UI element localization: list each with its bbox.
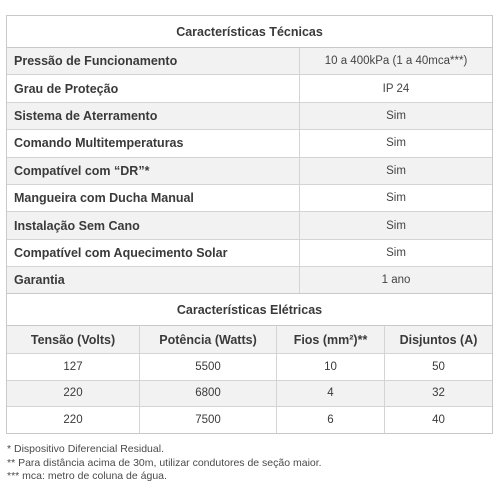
table-row [7,103,492,130]
voltage-cell: 220 [7,407,140,433]
technical-specs-body [7,48,492,294]
spec-value: 1 ano [381,274,411,287]
spec-value: 10 a 400kPa (1 a 40mca***) [324,55,468,68]
table-row [7,48,492,75]
wires-cell: 4 [277,381,385,407]
footnote: *** mca: metro de coluna de água. [7,470,167,482]
breaker-cell: 50 [432,360,445,373]
spec-label: Garantia [7,267,300,293]
table-row [7,130,492,157]
spec-label: Compatível com Aquecimento Solar [7,240,300,266]
footnote: * Dispositivo Diferencial Residual. [7,443,164,455]
voltage-cell: 127 [7,354,140,380]
footnotes [7,443,322,484]
table-row [7,381,492,408]
power-cell: 5500 [140,354,277,380]
column-header-breakers: Disjuntos (A) [399,332,478,347]
spec-label: Instalação Sem Cano [7,212,300,238]
table-row [7,354,492,381]
table-row [7,240,492,267]
spec-label: Grau de Proteção [7,75,300,101]
spec-label: Sistema de Aterramento [7,103,300,129]
breaker-cell: 32 [432,387,445,400]
electrical-specs-table [6,293,493,434]
technical-specs-table [6,15,493,295]
table-row [7,185,492,212]
wires-cell: 10 [277,354,385,380]
spec-label: Mangueira com Ducha Manual [7,185,300,211]
footnote: ** Para distância acima de 30m, utilizar condutores de seção maior. [7,456,322,469]
column-header-wires: Fios (mm²)** [277,326,385,353]
power-cell: 6800 [140,381,277,407]
spec-value: Sim [386,219,406,232]
spec-value: Sim [386,137,406,150]
spec-value: Sim [386,164,406,177]
spec-value: Sim [386,192,406,205]
spec-value: Sim [386,109,406,122]
electrical-specs-title: Características Elétricas [7,294,492,326]
table-row [7,267,492,293]
technical-specs-title: Características Técnicas [7,16,492,48]
table-header-row [7,326,492,354]
power-cell: 7500 [140,407,277,433]
column-header-voltage: Tensão (Volts) [7,326,140,353]
table-row [7,158,492,185]
column-header-power: Potência (Watts) [140,326,277,353]
voltage-cell: 220 [7,381,140,407]
spec-value: Sim [386,246,406,259]
table-row [7,75,492,102]
spec-label: Pressão de Funcionamento [7,48,300,74]
wires-cell: 6 [277,407,385,433]
table-row [7,212,492,239]
spec-label: Compatível com “DR”* [7,158,300,184]
breaker-cell: 40 [432,413,445,426]
spec-value: IP 24 [382,82,410,95]
table-row [7,407,492,433]
spec-label: Comando Multitemperaturas [7,130,300,156]
